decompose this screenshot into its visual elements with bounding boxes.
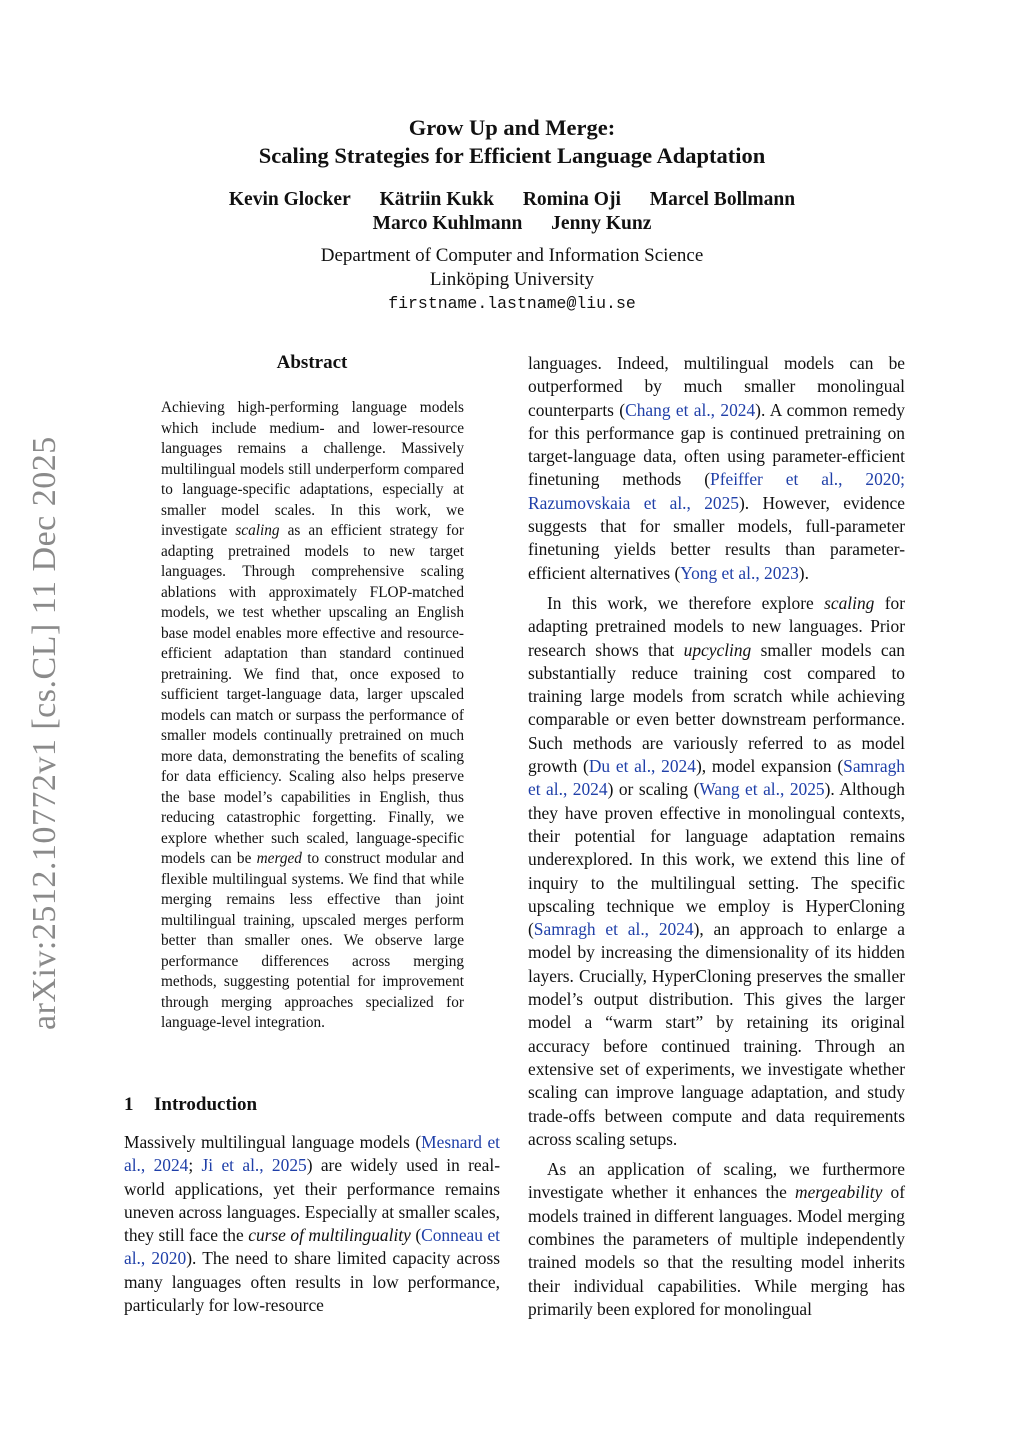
author-name: Jenny Kunz [551, 213, 652, 234]
citation-link[interactable]: Pfeiffer et al., 2020; Razumovskaia et al., 2025 [528, 469, 905, 513]
author-list [150, 188, 874, 236]
citation-link[interactable]: Chang et al., 2024 [625, 399, 756, 420]
body-text: ). Although they have proven effective in monolingual contexts, their potential for language adaptation remains underexplored. In this work, we extend this line of inquiry to the multilingual setting. The specific upscaling technique we employ is HyperCloning ( [528, 779, 905, 940]
emphasis-text: scaling [824, 592, 875, 613]
department: Department of Computer and Information Science [320, 245, 704, 266]
body-text: ). A common remedy for this performance gap is continued pretraining on target-language data, often using parameter-efficient finetuning methods ( [528, 399, 906, 490]
body-text: ). However, evidence suggests that for smaller models, full-parameter finetuning yields better results than parameter-efficient alternatives ( [528, 492, 905, 583]
abstract-body [161, 398, 464, 1034]
body-text: for adapting pretrained models to new languages. Prior research shows that [528, 592, 905, 660]
citation-link[interactable]: Mesnard et al., 2024 [124, 1132, 500, 1176]
intro-paragraph-1-continued [528, 352, 905, 585]
body-text: In this work, we therefore explore [547, 592, 825, 613]
title-line-2: Scaling Strategies for Efficient Language Adaptation [258, 143, 766, 168]
section-heading-introduction [124, 1093, 257, 1117]
contact-email[interactable]: firstname.lastname@liu.se [388, 294, 636, 313]
body-text: As an application of scaling, we furthermore investigate whether it enhances the [528, 1159, 905, 1203]
affiliation [150, 244, 874, 316]
title-line-1: Grow Up and Merge: [408, 115, 616, 140]
body-text: ) or scaling ( [607, 779, 700, 800]
citation-link[interactable]: Ji et al., 2025 [201, 1155, 307, 1176]
citation-link[interactable]: Yong et al., 2023 [680, 562, 799, 583]
body-text: ) are widely used in real-world applications, yet their performance remains uneven across languages. Especially at smaller scales, they still face the [124, 1155, 500, 1246]
body-text: ( [410, 1225, 422, 1246]
body-text: ). The need to share limited capacity across many languages often results in low performance, particularly for low-resource [124, 1248, 500, 1316]
author-name: Marco Kuhlmann [372, 213, 523, 234]
intro-paragraph-3 [528, 1158, 905, 1321]
author-name: Kätriin Kukk [379, 189, 494, 210]
author-name: Kevin Glocker [228, 189, 351, 210]
body-text: of models trained in different languages. Model merging combines the parameters of multiple independently trained models so that the resulting model inherits their individual capabilities. While merging has primarily been explored for monolingual [528, 1182, 905, 1319]
abstract-emphasis-merged: merged [256, 850, 302, 867]
emphasis-text: upcycling [683, 639, 752, 660]
abstract-text: as an efficient strategy for adapting pretrained models to new target languages. Through comprehensive scaling ablations with approximately FLOP-matched models, we test whether upscaling an English base model enables more effective and resource-efficient adaptation than standard continued pretraining. We find that, once exposed to sufficient target-language data, larger upscaled models can match or surpass the performance of smaller models continually pretrained on much more data, demonstrating the benefits of scaling for data efficiency. Scaling also helps preserve the base model’s capabilities in English, thus reducing catastrophic forgetting. Finally, we explore whether such scaled, language-specific models can be [161, 522, 464, 867]
body-text: ), an approach to enlarge a model by increasing the dimensionality of its hidden layers. Crucially, HyperCloning preserves the smaller model’s output distribution. This gives the larger model a “warm start” by retaining its original accuracy before continued training. Through an extensive set of experiments, we investigate whether scaling can improve language adaptation, and study trade-offs between compute and data requirements across scaling setups. [528, 919, 905, 1149]
author-row-2 [150, 212, 874, 236]
body-text: ), model expansion ( [695, 756, 844, 777]
body-text: ). [798, 562, 809, 583]
intro-paragraph-1 [124, 1131, 500, 1317]
body-text: smaller models can substantially reduce training cost compared to training large models from scratch while achieving comparable or even better downstream performance. Such methods are variously referred to as model growth ( [528, 639, 905, 777]
abstract-text: Achieving high-performing language models which include medium- and lower-resource languages remains a challenge. Massively multilingual models still underperform compared to language-specific adaptations, especially at smaller model scales. In this work, we investigate [161, 399, 464, 539]
university: Linköping University [429, 269, 595, 290]
paper-title [150, 114, 874, 170]
right-column [528, 352, 905, 1321]
body-text: languages. Indeed, multilingual models can be outperformed by much smaller monolingual counterparts ( [528, 353, 905, 420]
citation-link[interactable]: Samragh et al., 2024 [528, 756, 905, 800]
intro-paragraph-2 [528, 592, 905, 1151]
abstract-emphasis-scaling: scaling [235, 522, 280, 539]
citation-link[interactable]: Wang et al., 2025 [699, 779, 825, 800]
section-title: Introduction [154, 1094, 258, 1115]
body-text: ; [188, 1155, 202, 1176]
author-row-1 [150, 188, 874, 212]
section-number: 1 [124, 1094, 134, 1115]
citation-link[interactable]: Du et al., 2024 [588, 756, 696, 777]
citation-link[interactable]: Conneau et al., 2020 [124, 1225, 501, 1269]
author-name: Marcel Bollmann [649, 189, 796, 210]
abstract-text: to construct modular and flexible multilingual systems. We find that while merging remains less effective than joint multilingual training, upscaled merges perform better than smaller ones. We observe large performance differences across merging methods, suggesting potential for improvement through merging approaches specialized for language-level integration. [161, 850, 464, 1031]
arxiv-identifier-stamp: arXiv:2512.10772v1 [cs.CL] 11 Dec 2025 [26, 436, 63, 1030]
abstract-heading: Abstract [276, 352, 348, 373]
emphasis-text: mergeability [795, 1182, 883, 1203]
emphasis-text: curse of multilinguality [248, 1225, 411, 1246]
citation-link[interactable]: Samragh et al., 2024 [533, 919, 694, 940]
body-text: Massively multilingual language models ( [124, 1132, 422, 1152]
author-name: Romina Oji [522, 189, 621, 210]
